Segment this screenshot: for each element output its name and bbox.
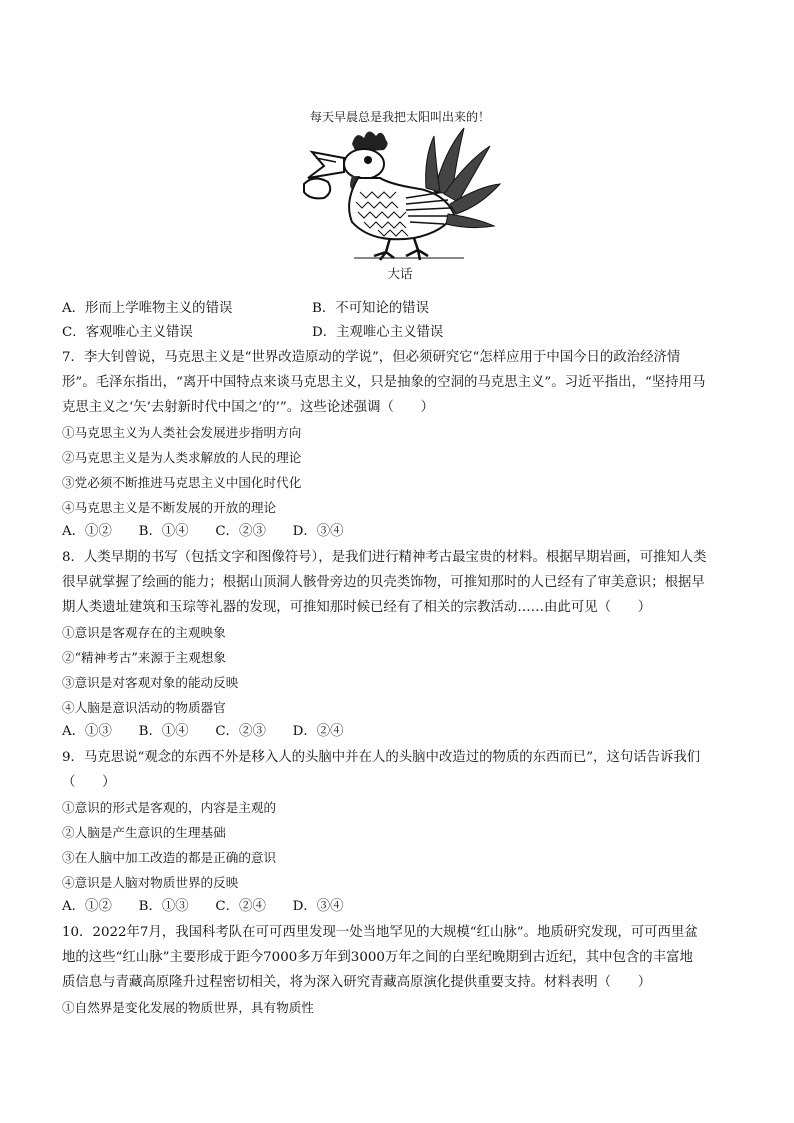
cartoon-caption-top: 每天早晨总是我把太阳叫出来的！	[309, 110, 490, 124]
q7-statement: ②马克思主义是为人类求解放的人民的理论	[62, 450, 302, 465]
q6-option-a: A．形而上学唯物主义的错误	[62, 301, 233, 316]
q6-option-c: C．客观唯心主义错误	[62, 325, 193, 340]
q7-stem-line: 形”。毛泽东指出，“离开中国特点来谈马克思主义，只是抽象的空洞的马克思主义”。习近平指出，“坚持用马	[62, 375, 706, 390]
q7-stem-line: 克思主义之‘矢’去射新时代中国之‘的’”。这些论述强调（ ）	[62, 400, 435, 415]
q7-statement: ③党必须不断推进马克思主义中国化时代化	[62, 475, 302, 490]
q7-statement: ①马克思主义为人类社会发展进步指明方向	[62, 425, 302, 440]
q8-statement: ①意识是客观存在的主观映象	[62, 625, 226, 640]
q6-option-d: D．主观唯心主义错误	[312, 325, 444, 340]
q9-statement: ②人脑是产生意识的生理基础	[62, 825, 226, 840]
q9-stem-line: （ ）	[62, 775, 116, 790]
q9-statement: ③在人脑中加工改造的都是正确的意识	[62, 850, 277, 865]
q9-stem-line: 9．马克思说“观念的东西不外是移入人的头脑中并在人的头脑中改造过的物质的东西而已”，这句话告诉我们	[62, 750, 701, 765]
q9-answer-choices: A．①② B．①③ C．②④ D．③④	[62, 899, 344, 914]
q9-statement: ①意识的形式是客观的，内容是主观的	[62, 800, 277, 815]
q7-stem-line: 7．李大钊曾说，马克思主义是“世界改造原动的学说”，但必须研究它“怎样应用于中国今日的政治经济情	[62, 350, 681, 365]
q10-stem-line: 10．2022年7月，我国科考队在可可西里发现一处当地罕见的大规模“红山脉”。地质研究发现，可可西里盆	[62, 925, 698, 940]
rooster-cartoon	[290, 100, 510, 290]
q10-stem-line: 地的这些“红山脉”主要形成于距今7000多万年到3000万年之间的白垩纪晚期到古近纪，其中包含的丰富地	[62, 950, 693, 965]
q8-statement: ②“精神考古”来源于主观想象	[62, 650, 227, 665]
q8-stem-line: 很早就掌握了绘画的能力；根据山顶洞人骸骨旁边的贝壳类饰物，可推知那时的人已经有了审美意识；根据早	[62, 575, 705, 590]
rooster-illustration-icon	[294, 122, 506, 262]
q9-statement: ④意识是人脑对物质世界的反映	[62, 875, 239, 890]
q8-statement: ③意识是对客观对象的能动反映	[62, 675, 239, 690]
q8-stem-line: 8．人类早期的书写（包括文字和图像符号），是我们进行精神考古最宝贵的材料。根据早期岩画，可推知人类	[62, 550, 707, 565]
cartoon-caption-bottom: 大话	[387, 266, 413, 281]
q6-option-b: B．不可知论的错误	[312, 301, 429, 316]
q8-stem-line: 期人类遗址建筑和玉琮等礼器的发现，可推知那时候已经有了相关的宗教活动……由此可见（ ）	[62, 600, 652, 615]
q7-answer-choices: A．①② B．①④ C．②③ D．③④	[62, 524, 344, 539]
q8-answer-choices: A．①③ B．①④ C．②③ D．②④	[62, 724, 344, 739]
q8-statement: ④人脑是意识活动的物质器官	[62, 700, 226, 715]
q10-statement: ①自然界是变化发展的物质世界，具有物质性	[62, 1000, 314, 1015]
q7-statement: ④马克思主义是不断发展的开放的理论	[62, 500, 277, 515]
q10-stem-line: 质信息与青藏高原隆升过程密切相关，将为深入研究青藏高原演化提供重要支持。材料表明（ ）	[62, 975, 652, 990]
